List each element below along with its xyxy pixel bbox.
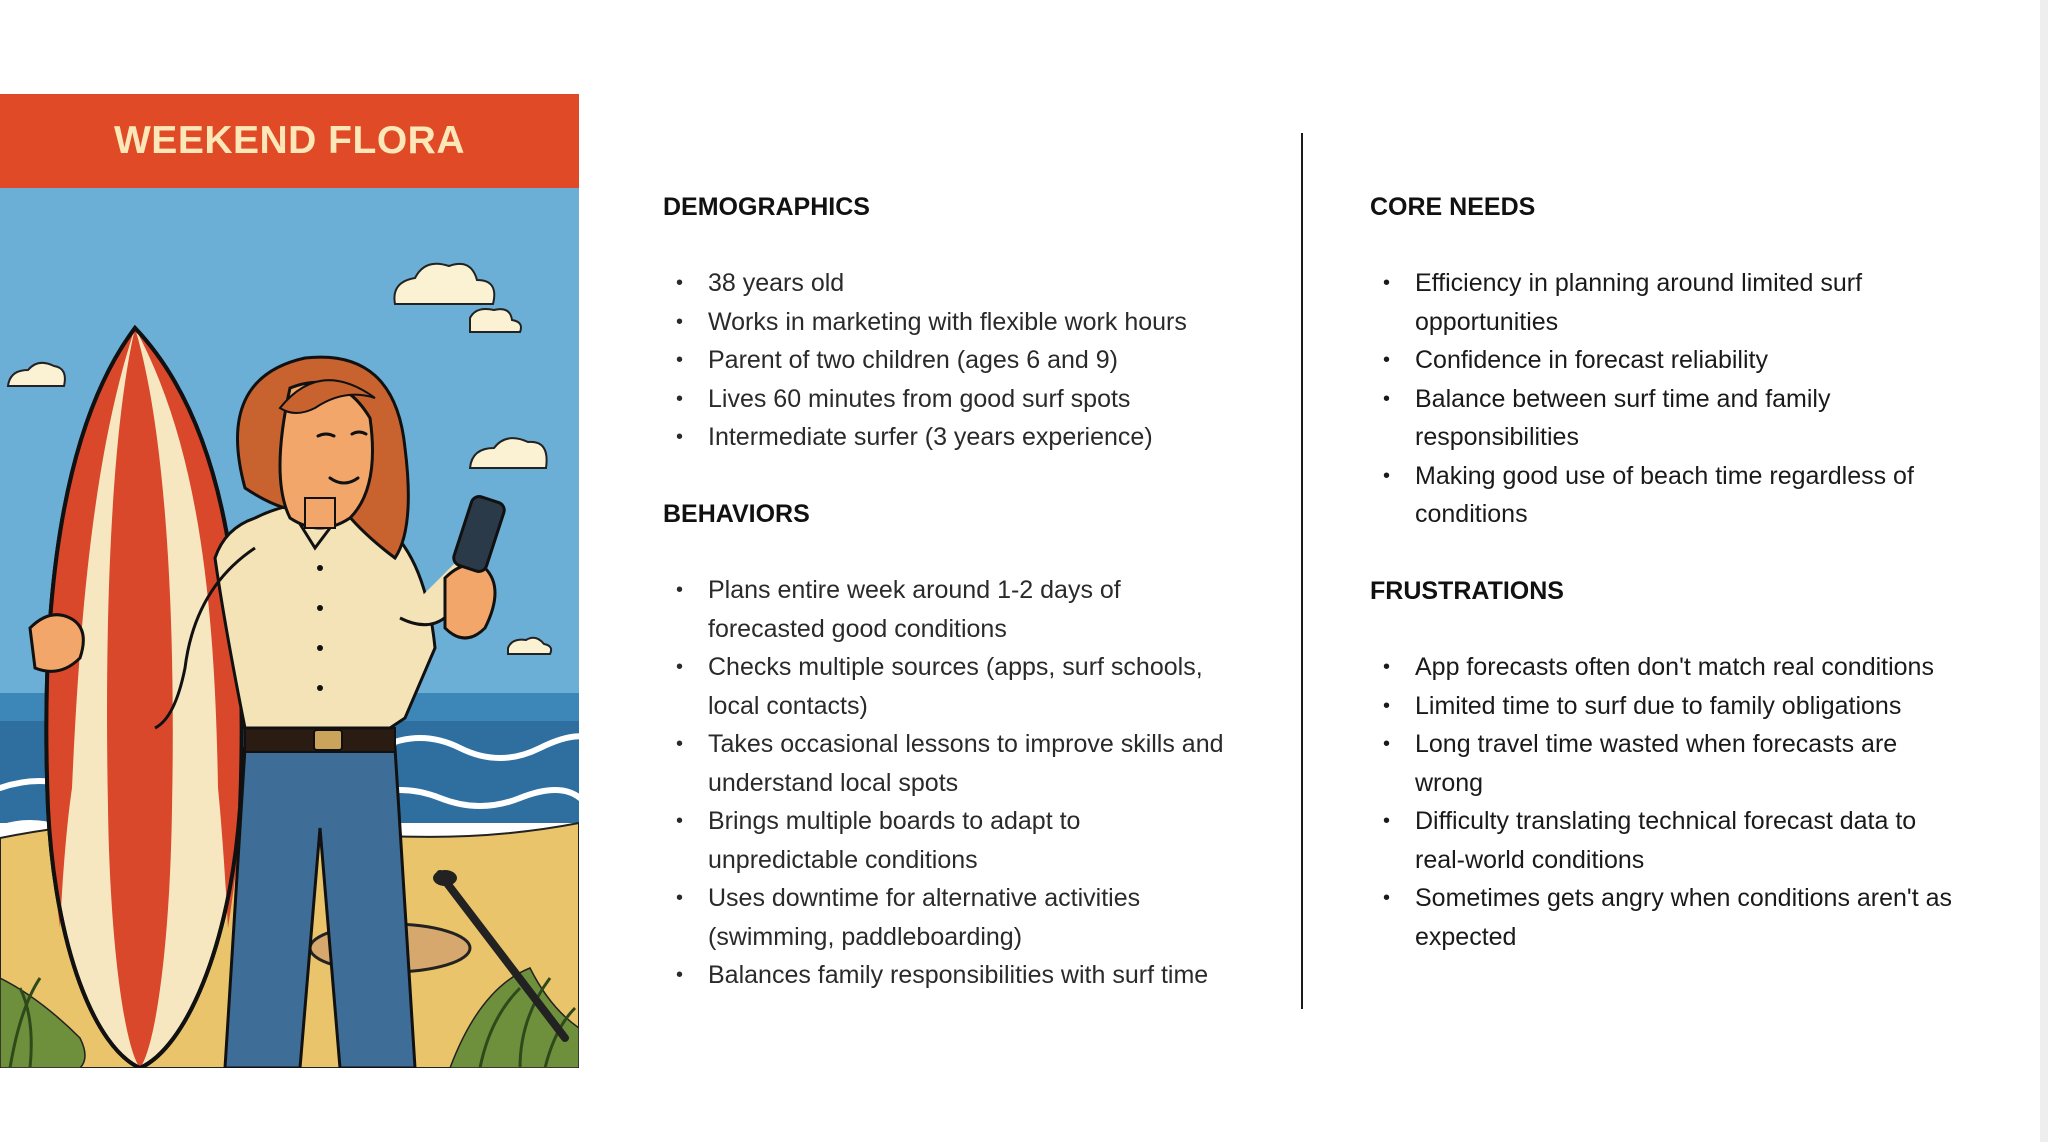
behaviors-list [670,571,1230,995]
list-item: • Sometimes gets angry when conditions aren't as expected [1383,884,1952,951]
behaviors-title: BEHAVIORS [663,500,810,528]
core-needs-title: CORE NEEDS [1370,193,1536,221]
list-item: • Brings multiple boards to adapt to unpredictable conditions [676,807,1081,874]
list-item: • Takes occasional lessons to improve skills and understand local spots [676,730,1224,797]
list-item: • Efficiency in planning around limited surf opportunities [1383,269,1863,336]
list-item: • Lives 60 minutes from good surf spots [676,384,1131,413]
list-item: • Limited time to surf due to family obligations [1383,691,1902,720]
list-item: • Intermediate surfer (3 years experience) [676,423,1153,451]
list-item: • Balance between surf time and family responsibilities [1383,384,1831,451]
list-item: • Works in marketing with flexible work hours [676,307,1187,336]
demographics-list [670,264,1240,457]
list-item: • Making good use of beach time regardless of conditions [1383,461,1914,528]
column-divider [1301,133,1303,1009]
list-item: • Uses downtime for alternative activities (swimming, paddleboarding) [676,884,1141,951]
list-item: • Plans entire week around 1-2 days of forecasted good conditions [676,576,1121,643]
list-item: • 38 years old [676,269,845,297]
list-item: • App forecasts often don't match real conditions [1383,653,1934,681]
list-item: • Difficulty translating technical forecast data to real-world conditions [1383,807,1917,874]
persona-header [0,94,579,188]
frustrations-title: FRUSTRATIONS [1370,577,1564,605]
list-item: • Long travel time wasted when forecasts are wrong [1383,730,1898,797]
window-edge [2040,0,2048,1142]
list-item: • Balances family responsibilities with surf time [676,961,1209,989]
surfer-illustration [0,188,579,1068]
list-item: • Confidence in forecast reliability [1383,346,1768,374]
frustrations-list [1377,648,1957,956]
list-item: • Parent of two children (ages 6 and 9) [676,346,1118,374]
persona-card [0,94,579,1068]
list-item: • Checks multiple sources (apps, surf schools, local contacts) [676,653,1203,720]
core-needs-list [1377,264,1937,534]
persona-name: WEEKEND FLORA [114,119,465,162]
demographics-title: DEMOGRAPHICS [663,193,870,221]
